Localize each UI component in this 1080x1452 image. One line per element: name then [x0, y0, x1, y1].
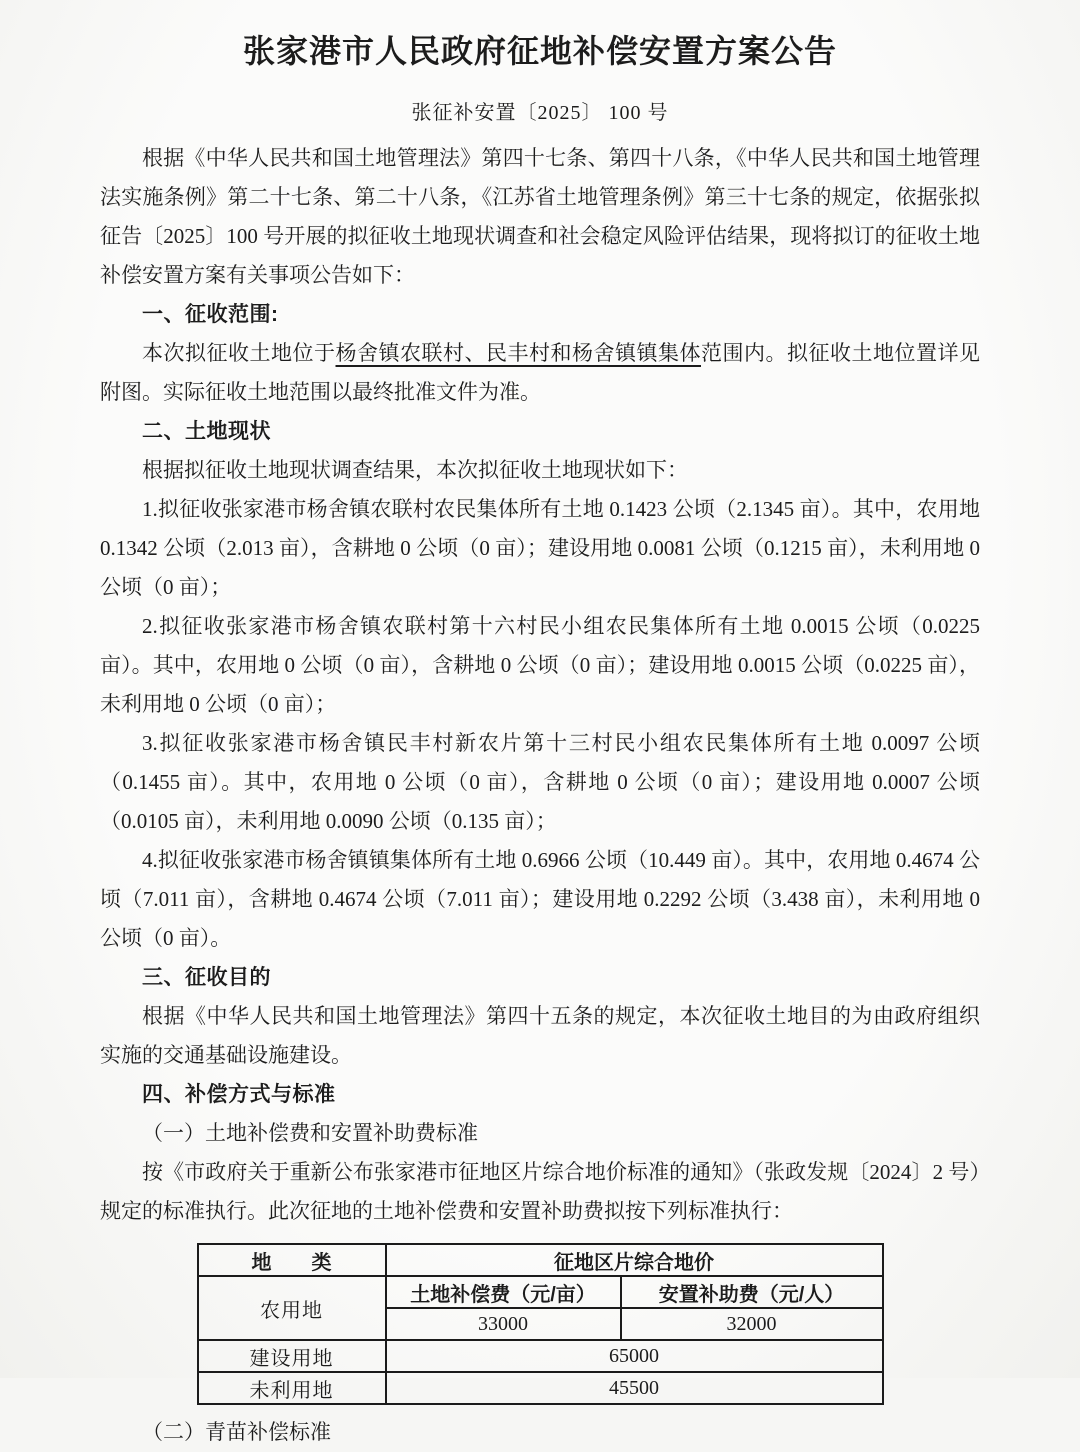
- section4-sub1-heading: （一）土地补偿费和安置补助费标准: [142, 1121, 478, 1145]
- document-number: 张征补安置〔2025〕 100 号: [411, 102, 669, 124]
- land-status-item-3: 3.拟征收张家港市杨舍镇民丰村新农片第十三村民小组农民集体所有土地 0.0097 公顷（0.1455 亩）。其中，农用地 0 公顷（0 亩），含耕地 0 公顷（0 亩）；建设用地 0.0007 公顷（0.0105 亩），未利用地 0.0090 公顷（0.135 亩）；: [100, 731, 980, 833]
- section1-text-prefix: 本次拟征收土地位于: [142, 341, 336, 365]
- section1-paragraph: [100, 334, 980, 412]
- agricultural-resettlement-value: 32000: [621, 1308, 883, 1340]
- section1-underlined-villages: 杨舍镇农联村、民丰村和杨舍镇镇集体: [335, 341, 701, 365]
- land-status-item-1: 1.拟征收张家港市杨舍镇农联村农民集体所有土地 0.1423 公顷（2.1345 亩）。其中，农用地 0.1342 公顷（2.013 亩），含耕地 0 公顷（0 亩）；建设用地 0.0081 公顷（0.1215 亩），未利用地 0 公顷（0 亩）；: [100, 497, 980, 599]
- page-title: 张家港市人民政府征地补偿安置方案公告: [242, 33, 837, 69]
- agricultural-land-label-cell: 农用地: [198, 1276, 386, 1340]
- section4-sub2-heading: （二）青苗补偿标准: [142, 1420, 331, 1444]
- construction-land-label-cell: 建设用地: [198, 1340, 386, 1372]
- agricultural-land-compensation-value: 33000: [386, 1308, 621, 1340]
- land-type-header-cell: 地 类: [198, 1244, 386, 1276]
- unused-land-value: 45500: [386, 1372, 883, 1404]
- section1-heading: 一、征收范围:: [142, 303, 279, 326]
- section1-text-suffix: 范围内。拟征收土地位置详见附图。实际征收土地范围以最终批准文件为准。: [100, 341, 980, 404]
- compensation-standard-table: [197, 1243, 884, 1405]
- table-row: [198, 1372, 883, 1404]
- table-row: [198, 1340, 883, 1372]
- section2-intro: 根据拟征收土地现状调查结果，本次拟征收土地现状如下：: [142, 458, 688, 482]
- comprehensive-price-header-cell: 征地区片综合地价: [386, 1244, 883, 1276]
- section2-heading: 二、土地现状: [142, 420, 271, 443]
- section3-heading: 三、征收目的: [142, 966, 271, 989]
- land-compensation-header-cell: 土地补偿费（元/亩）: [386, 1276, 621, 1308]
- table-row: [198, 1276, 883, 1308]
- land-status-item-4: 4.拟征收张家港市杨舍镇镇集体所有土地 0.6966 公顷（10.449 亩）。其中，农用地 0.4674 公顷（7.011 亩），含耕地 0.4674 公顷（7.011 亩）；建设用地 0.2292 公顷（3.438 亩），未利用地 0 公顷（0 亩）。: [100, 848, 980, 950]
- construction-land-value: 65000: [386, 1340, 883, 1372]
- land-status-item-2: 2.拟征收张家港市杨舍镇农联村第十六村民小组农民集体所有土地 0.0015 公顷（0.0225 亩）。其中，农用地 0 公顷（0 亩），含耕地 0 公顷（0 亩）；建设用地 0.0015 公顷（0.0225 亩），未利用地 0 公顷（0 亩）；: [100, 614, 980, 716]
- section4-sub1-paragraph: 按《市政府关于重新公布张家港市征地区片综合地价标准的通知》（张政发规〔2024〕2 号）规定的标准执行。此次征地的土地补偿费和安置补助费拟按下列标准执行：: [100, 1160, 980, 1223]
- table-row: [198, 1244, 883, 1276]
- unused-land-label-cell: 未利用地: [198, 1372, 386, 1404]
- section3-paragraph: 根据《中华人民共和国土地管理法》第四十五条的规定，本次征收土地目的为由政府组织实施的交通基础设施建设。: [100, 1004, 980, 1067]
- section4-heading: 四、补偿方式与标准: [142, 1083, 336, 1106]
- intro-paragraph: 根据《中华人民共和国土地管理法》第四十七条、第四十八条，《中华人民共和国土地管理法实施条例》第二十七条、第二十八条，《江苏省土地管理条例》第三十七条的规定，依据张拟征告〔2025〕100 号开展的拟征收土地现状调查和社会稳定风险评估结果，现将拟订的征收土地补偿安置方案有关事项公告如下：: [100, 146, 980, 287]
- resettlement-subsidy-header-cell: 安置补助费（元/人）: [621, 1276, 883, 1308]
